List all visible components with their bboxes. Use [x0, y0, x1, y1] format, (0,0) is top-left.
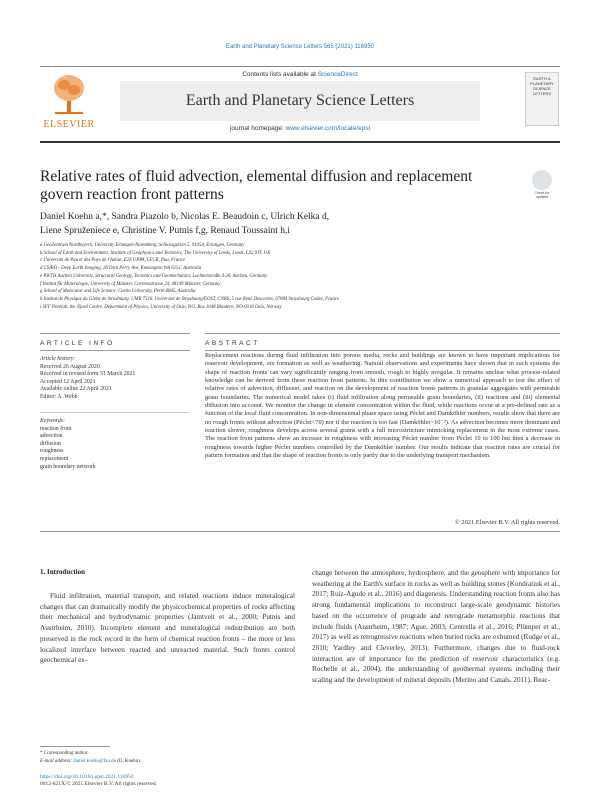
- elsevier-tree-icon: [52, 72, 86, 116]
- history-item: Available online 22 April 2021: [40, 386, 112, 393]
- authors-line-1[interactable]: Daniel Koehn a,*, Sandra Piazolo b, Nicolas E. Beaudoin c, Ulrich Kelka d,: [40, 212, 330, 222]
- affiliation-item: a GeoZentrum Nordbayern, University Erlangen-Nuremberg, Schlossgarten 5, 91054, Erlangen, Germany: [40, 243, 245, 248]
- journal-homepage: [120, 125, 480, 132]
- keyword-item: roughness: [40, 448, 64, 455]
- footnote: [40, 750, 295, 766]
- elsevier-wordmark: ELSEVIER: [43, 119, 95, 130]
- check-updates-icon: [532, 170, 552, 190]
- affiliation-item: b School of Earth and Environment, Institute of Geophysics and Tectonics, The University of Leeds, Leeds, LS2 9JT, UK: [40, 250, 271, 256]
- abstract-text: Replacement reactions during fluid infiltration into porous media, rocks and buildings are known to have important implications for reservoir development, ore formation as well as weathering. Natural observations and experiments have shown that in such systems the shape of reaction fronts can vary significantly ranging from smooth, rough to highly irregular. It remains unclear what process-related knowledge can be derived from these reaction front patterns. In this contribution we show a numerical approach to test the effect of relative rates of advection, diffusion, and reaction on the development of reaction fronts patterns in granular aggregates with permeable grain boundaries. The numerical model takes (i) fluid infiltration along permeable grain boundaries, (ii) reactions and (iii) elemental diffusion into account. We monitor the change in element concentration within the fluid, while reactions occur at a pre-defined rate as a function of the local fluid concentration. In non-dimensional phase space using Péclet and Damköhler numbers, results show that there are no rough fronts without advection (Péclet<70) nor if the reaction is too fast (Damköhler>10⁻³). As advection becomes more dominant and reaction slower, roughness develops across several grains with a full microstructure mimicking replacement in the most extreme cases. The reaction front patterns show an increase in roughness with increasing Péclet number from Péclet 10 to 100 but then a decrease in roughness towards higher Péclet numbers controlled by the Damköhler number. Our results indicate that reaction rates are crucial for pattern formation and that the shape of reaction fronts is only partly due to the underlying transport mechanism.: [205, 352, 560, 460]
- keywords-divider: [40, 412, 190, 413]
- keyword-item: grain boundary network: [40, 463, 96, 470]
- journal-name: Earth and Planetary Science Letters: [185, 92, 415, 109]
- email-label: E-mail address:: [40, 759, 74, 764]
- sciencedirect-link[interactable]: ScienceDirect: [317, 71, 358, 78]
- abstract-copyright: © 2021 Elsevier B.V. All rights reserved.: [454, 519, 560, 526]
- journal-reference[interactable]: Earth and Planetary Science Letters 565 (2021) 116950: [226, 44, 374, 50]
- issn-line: 0012-821X/© 2021 Elsevier B.V. All rights reserved.: [40, 781, 157, 787]
- contents-line: [40, 71, 560, 78]
- homepage-link[interactable]: www.elsevier.com/locate/epsl: [285, 125, 371, 132]
- elsevier-logo[interactable]: [40, 72, 98, 134]
- footnote-rule: [40, 746, 110, 747]
- corresponding-author-note: * Corresponding author.: [40, 751, 89, 756]
- history-item: Editor: A. Webb: [40, 393, 78, 400]
- email-link[interactable]: daniel.koehn@fau.de: [73, 759, 116, 764]
- abstract-rule: [205, 333, 560, 334]
- abstract-bottom-rule: [40, 531, 560, 532]
- doi-link[interactable]: https://doi.org/10.1016/j.epsl.2021.116950: [40, 774, 134, 780]
- affiliation-item: f Institut für Mineralogie, University of Münster, Corrensstrasse 24, 48149 Münster, Germany: [40, 281, 221, 287]
- introduction-left-column: Fluid infiltration, material transport, and related reactions induce mineralogical changes that can dramatically modify the physicochemical properties of rocks affecting their mechanical and hydrodynamic properties (Jamtveit et al., 2000; Putnis and Austrheim, 2010). Incomplete element and mineralogical redistribution are both preserved in the rock record in the form of chemical reaction fronts – the more or less localized interface between reacted and unreacted material. Such fronts control geochemical ex-: [40, 592, 295, 665]
- abstract-heading: ABSTRACT: [205, 340, 260, 347]
- introduction-right-column: change between the atmosphere, hydrosphere, and the geosphere with importance for weathering at the Earth's surface in rocks as well as building stones (Kondratiuk et al., 2017; Ruiz-Agudo et al., 2016) and diagenesis. Understanding reaction fronts also has strong fundamental implications to reconstruct large-scale geodynamic histories based on the occurrence of prograde and retrograde metamorphic reactions that include fluids (Austrheim, 1987; Ague, 2003; Centrella et al., 2016; Plümper et al., 2017) as well as retrogressive reactions when buried rocks are exhumed (Rudge et al., 2010; Yardley and Cleverley, 2013). Furthermore, changes due to fluid-rock interaction are of importance for the prediction of reservoir characteristics (e.g. Rochelle et al., 2004), the understanding of geothermal systems including their scaling and the development of mineral deposits (Merino and Canals, 2011). Reac-: [312, 569, 560, 685]
- journal-cover-thumbnail[interactable]: [525, 72, 559, 126]
- affiliation-item: h Institut de Physique du Globe de Strasbourg, UMR 7516, Université de Strasbourg/EOST, CNRS, 5 rue René Descartes, 67084 Strasbourg Cedex, France: [40, 296, 340, 302]
- authors-line-2[interactable]: Liene Spruženiece e, Christine V. Putnis f,g, Renaud Toussaint h,i: [40, 226, 290, 236]
- keywords-heading: Keywords:: [40, 418, 65, 424]
- cover-title: EARTH & PLANETARY SCIENCE LETTERS: [530, 76, 554, 96]
- article-info-rule: [40, 333, 190, 334]
- history-item: Accepted 12 April 2021: [40, 378, 96, 385]
- keyword-item: reaction front: [40, 425, 72, 432]
- header-divider: [40, 141, 560, 143]
- journal-header: [40, 66, 560, 141]
- affiliation-item: c Université de Pau et des Pays de l'Adour, E2S UPPA, LFCR, Pau, France: [40, 258, 185, 264]
- affiliation-item: d CSIRO - Deep Earth Imaging, 26 Dick Perry Ave, Kensington WA 6151, Australia: [40, 266, 202, 272]
- article-history: [40, 356, 180, 402]
- article-info-heading: ARTICLE INFO: [40, 340, 115, 347]
- keyword-item: advection: [40, 433, 63, 440]
- article-title: Relative rates of fluid advection, elemental diffusion and replacement govern reaction front patterns: [40, 168, 473, 203]
- history-item: Received 26 August 2020: [40, 363, 100, 370]
- affiliations: [40, 242, 560, 311]
- check-updates-label: Check for updates: [534, 191, 550, 199]
- email-line: [40, 758, 295, 766]
- homepage-prefix: journal homepage:: [229, 125, 286, 132]
- introduction-heading: 1. Introduction: [40, 568, 85, 576]
- article-info-rule-2: [40, 350, 190, 351]
- affiliation-item: g School of Molecular and Life Science, Curtin University, Perth 6845, Australia: [40, 289, 196, 295]
- history-heading: Article history:: [40, 356, 76, 362]
- affiliation-item: i SFF Porelab, the Njord Centre, Department of Physics, University of Oslo, P.O. Box 1048 Blindern, NO-0316 Oslo, Norway: [40, 304, 282, 310]
- history-item: Received in revised form 31 March 2021: [40, 371, 136, 378]
- keywords: [40, 418, 180, 471]
- affiliation-item: e RWTH Aachen University, Structural Geology, Tectonics and Geomechanics, Lochnerstraße 4-20, Aachen, Germany: [40, 273, 268, 279]
- contents-prefix: Contents lists available at: [242, 71, 318, 78]
- check-for-updates-button[interactable]: [528, 170, 556, 200]
- author-list: [40, 210, 520, 238]
- keyword-item: replacement: [40, 455, 69, 462]
- keyword-item: diffusion: [40, 440, 61, 447]
- email-suffix: (D. Koehn).: [115, 759, 142, 764]
- abstract-rule-2: [205, 350, 560, 351]
